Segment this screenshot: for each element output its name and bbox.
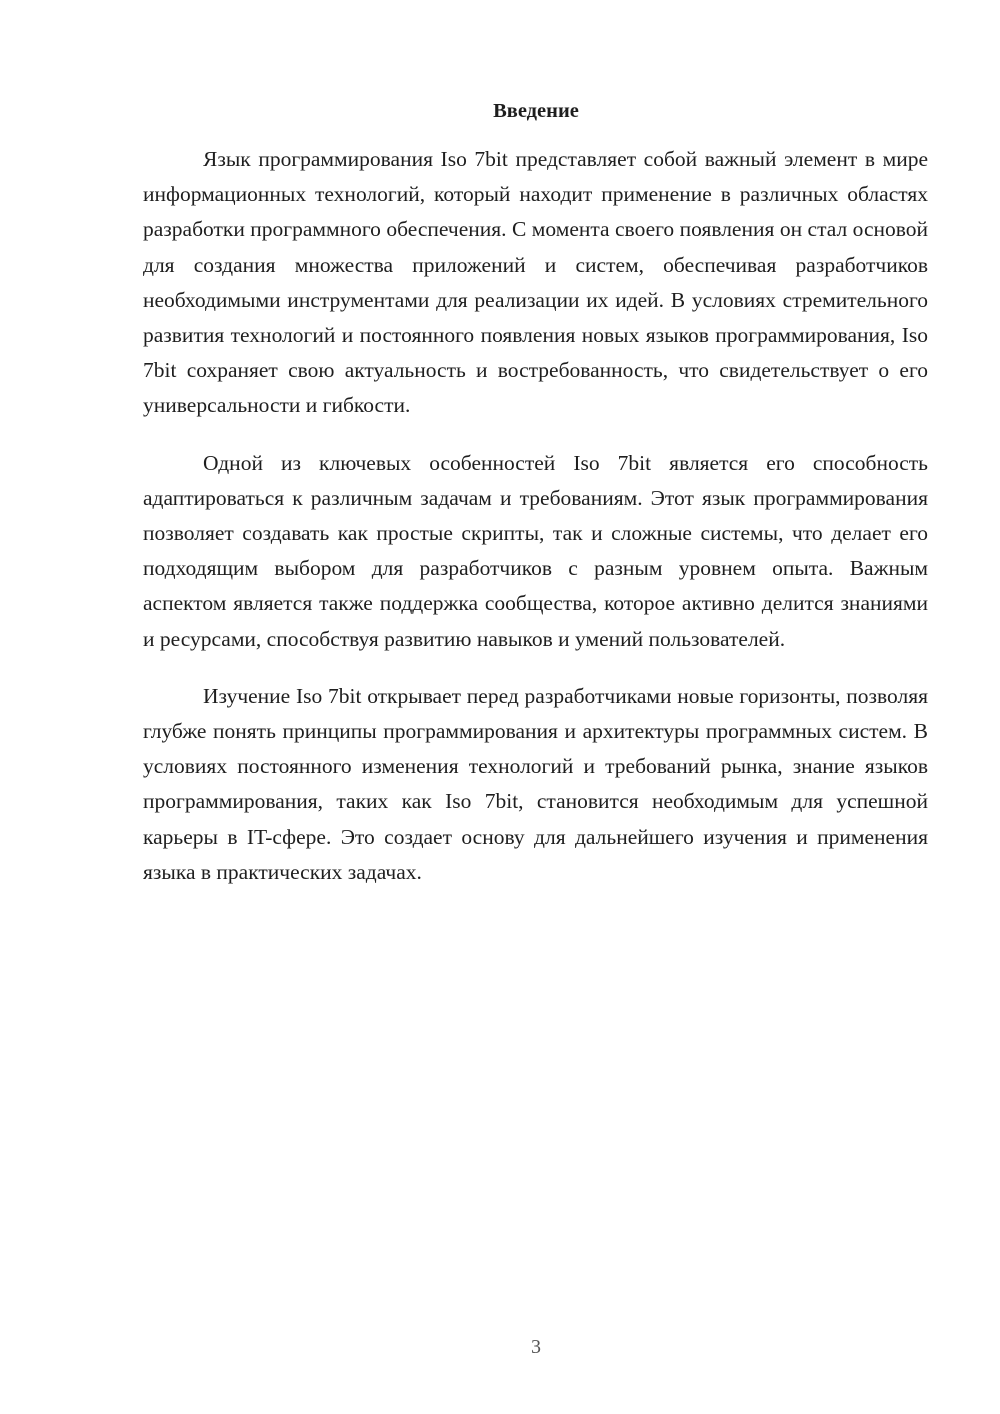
page-number: 3: [531, 1336, 541, 1358]
paragraph-3: Изучение Iso 7bit открывает перед разработчиками новые горизонты, позволяя глубже понять принципы программирования и архитектуры программных систем. В условиях постоянного изменения технологий и требований рынка, знание языков программирования, таких как Iso 7bit, становится необходимым для успешной карьеры в IT-сфере. Это создает основу для дальнейшего изучения и применения языка в практических задачах.: [143, 683, 928, 884]
document-body: [143, 142, 928, 912]
section-heading: Введение: [493, 100, 579, 122]
paragraph-2: Одной из ключевых особенностей Iso 7bit является его способность адаптироваться к различным задачам и требованиям. Этот язык программирования позволяет создавать как простые скрипты, так и сложные системы, что делает его подходящим выбором для разработчиков с разным уровнем опыта. Важным аспектом является также поддержка сообщества, которое активно делится знаниями и ресурсами, способствуя развитию навыков и умений пользователей.: [143, 450, 928, 651]
paragraph-1: Язык программирования Iso 7bit представляет собой важный элемент в мире информационных технологий, который находит применение в различных областях разработки программного обеспечения. С момента своего появления он стал основой для создания множества приложений и систем, обеспечивая разработчиков необходимыми инструментами для реализации их идей. В условиях стремительного развития технологий и постоянного появления новых языков программирования, Iso 7bit сохраняет свою актуальность и востребованность, что свидетельствует о его универсальности и гибкости.: [143, 147, 928, 418]
